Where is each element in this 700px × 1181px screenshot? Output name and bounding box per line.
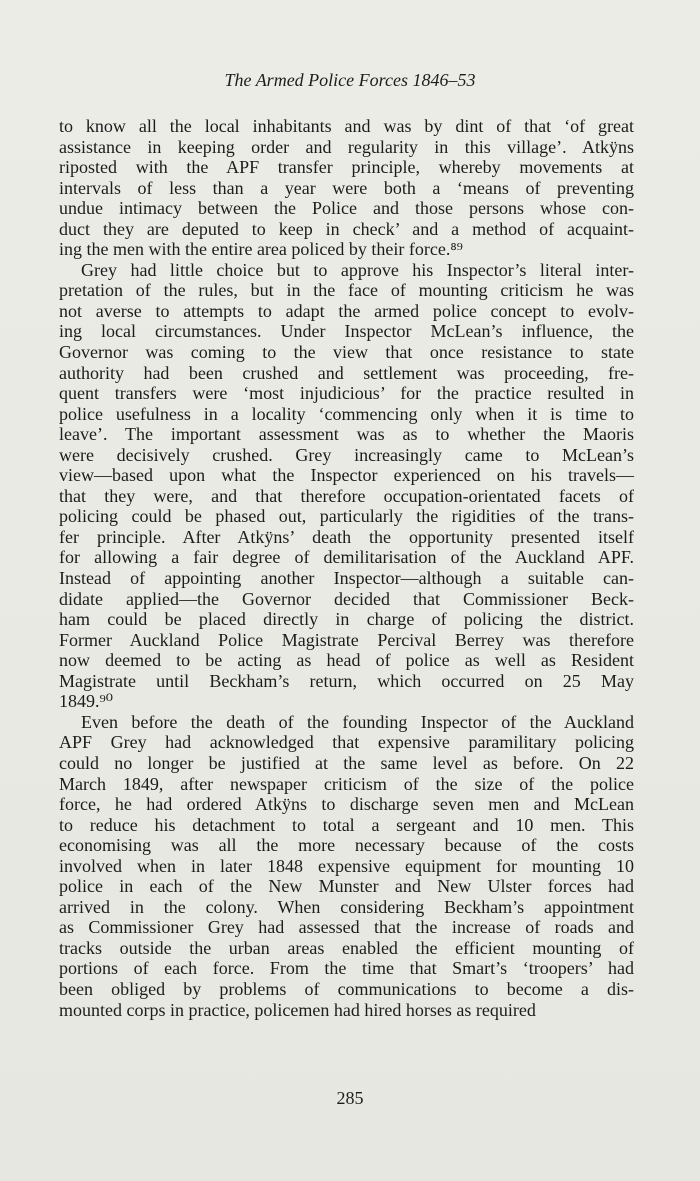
text-line: police usefulness in a locality ‘commencing only when it is time to <box>59 403 634 424</box>
text-line: portions of each force. From the time that Smart’s ‘troopers’ had <box>59 958 634 979</box>
text-line: intervals of less than a year were both a ‘means of preventing <box>59 177 634 198</box>
body-text <box>59 116 634 1020</box>
text-line: involved when in later 1848 expensive equipment for mounting 10 <box>59 855 634 876</box>
text-line: Instead of appointing another Inspector—although a suitable can- <box>59 568 634 589</box>
text-line: arrived in the colony. When considering Beckham’s appointment <box>59 896 634 917</box>
text-line: pretation of the rules, but in the face of mounting criticism he was <box>59 280 634 301</box>
text-line: leave’. The important assessment was as to whether the Maoris <box>59 424 634 445</box>
text-line: APF Grey had acknowledged that expensive paramilitary policing <box>59 732 634 753</box>
text-line: Even before the death of the founding Inspector of the Auckland <box>81 711 634 732</box>
text-line: ing local circumstances. Under Inspector McLean’s influence, the <box>59 321 634 342</box>
text-line: 1849.⁹⁰ <box>59 691 113 712</box>
text-line: as Commissioner Grey had assessed that the increase of roads and <box>59 917 634 938</box>
text-line: Former Auckland Police Magistrate Percival Berrey was therefore <box>59 629 634 650</box>
text-line: been obliged by problems of communications to become a dis- <box>59 978 634 999</box>
text-line: March 1849, after newspaper criticism of the size of the police <box>59 773 634 794</box>
text-line: not averse to attempts to adapt the armed police concept to evolv- <box>59 300 634 321</box>
text-line: Magistrate until Beckham’s return, which occurred on 25 May <box>59 670 634 691</box>
text-line: fer principle. After Atkÿns’ death the opportunity presented itself <box>59 526 634 547</box>
text-line: tracks outside the urban areas enabled the efficient mounting of <box>59 937 634 958</box>
text-line: ham could be placed directly in charge of policing the district. <box>59 609 634 630</box>
text-line: force, he had ordered Atkÿns to discharge seven men and McLean <box>59 794 634 815</box>
paragraph-3 <box>59 712 634 1020</box>
text-line: police in each of the New Munster and New Ulster forces had <box>59 876 634 897</box>
text-line: Grey had little choice but to approve his Inspector’s literal inter- <box>81 259 634 280</box>
page-number: 285 <box>336 1088 364 1108</box>
text-line: for allowing a fair degree of demilitarisation of the Auckland APF. <box>59 547 634 568</box>
text-line: now deemed to be acting as head of police as well as Resident <box>59 650 634 671</box>
text-line: policing could be phased out, particularly the rigidities of the trans- <box>59 506 634 527</box>
text-line: riposted with the APF transfer principle, whereby movements at <box>59 157 634 178</box>
text-line: authority had been crushed and settlement was proceeding, fre- <box>59 362 634 383</box>
text-line: mounted corps in practice, policemen had hired horses as required <box>59 999 536 1020</box>
text-line: undue intimacy between the Police and those persons whose con- <box>59 198 634 219</box>
text-line: could no longer be justified at the same level as before. On 22 <box>59 752 634 773</box>
text-line: didate applied—the Governor decided that Commissioner Beck- <box>59 588 634 609</box>
text-line: to reduce his detachment to total a sergeant and 10 men. This <box>59 814 634 835</box>
text-line: view—based upon what the Inspector experienced on his travels— <box>59 465 634 486</box>
text-line: economising was all the more necessary because of the costs <box>59 835 634 856</box>
text-line: assistance in keeping order and regularity in this village’. Atkÿns <box>59 136 634 157</box>
paragraph-2 <box>59 260 634 712</box>
text-line: quent transfers were ‘most injudicious’ for the practice resulted in <box>59 383 634 404</box>
text-line: that they were, and that therefore occupation-orientated facets of <box>59 485 634 506</box>
paragraph-1 <box>59 116 634 260</box>
text-line: were decisively crushed. Grey increasingly came to McLean’s <box>59 444 634 465</box>
text-line: ing the men with the entire area policed by their force.⁸⁹ <box>59 239 463 260</box>
text-line: duct they are deputed to keep in check’ and a method of acquaint- <box>59 218 634 239</box>
text-line: Governor was coming to the view that once resistance to state <box>59 342 634 363</box>
running-head: The Armed Police Forces 1846–53 <box>224 70 476 90</box>
text-line: to know all the local inhabitants and was by dint of that ‘of great <box>59 116 634 136</box>
